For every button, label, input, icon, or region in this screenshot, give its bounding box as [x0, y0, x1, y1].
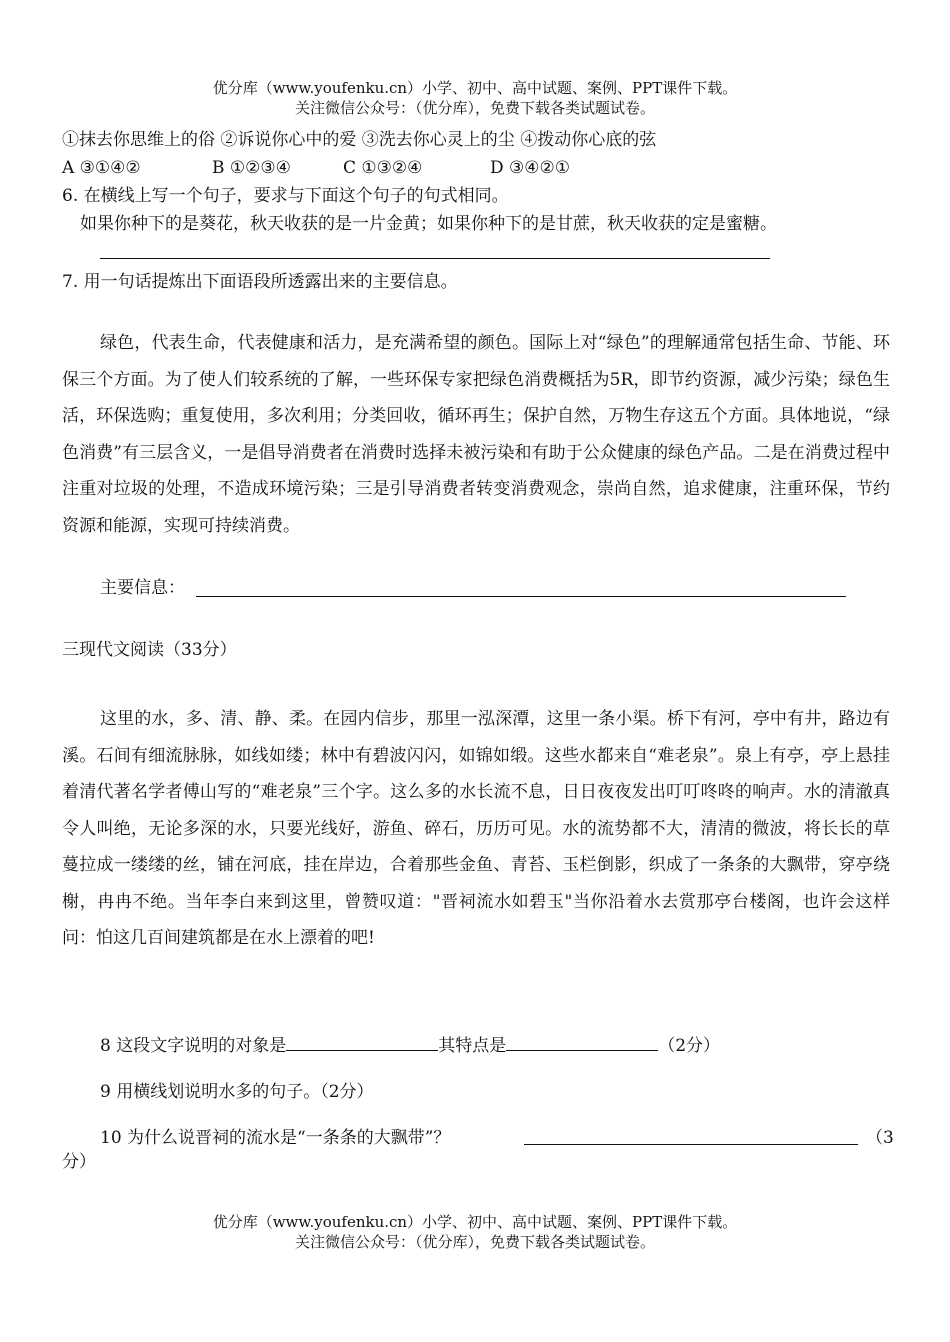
q10-points-start: （3	[866, 1128, 894, 1148]
q8-prompt: 8 这段文字说明的对象是	[100, 1036, 287, 1056]
q5-option-d: D ③④②①	[490, 158, 570, 178]
q8-feature-blank[interactable]	[506, 1034, 658, 1051]
q10-answer-line[interactable]	[524, 1144, 858, 1145]
q8-points: （2分）	[658, 1036, 721, 1056]
q10-points-end: 分）	[62, 1152, 96, 1172]
q10-line	[100, 1126, 450, 1150]
footer-line-2: 关注微信公众号：（优分库），免费下载各类试题试卷。	[294, 1233, 655, 1251]
section3-title: 三现代文阅读（33分）	[62, 640, 237, 660]
q7-question: 7. 用一句话提炼出下面语段所透露出来的主要信息。	[62, 272, 458, 292]
header-line-1: 优分库（www.youfenku.cn）小学、初中、高中试题、案例、PPT课件下载。	[212, 79, 738, 97]
q9-question: 9 用横线划说明水多的句子。（2分）	[100, 1082, 374, 1102]
q5-items: ①抹去你思维上的俗 ②诉说你心中的爱 ③洗去你心灵上的尘 ④拨动你心底的弦	[62, 130, 657, 150]
q5-option-b: B ①②③④	[212, 158, 291, 178]
header-line-2: 关注微信公众号：（优分库），免费下载各类试题试卷。	[294, 99, 655, 117]
q5-option-c: C ①③②④	[343, 158, 423, 178]
q6-answer-line[interactable]	[100, 258, 770, 259]
q10-prompt: 10 为什么说晋祠的流水是“一条条的大飘带”？	[100, 1128, 451, 1148]
q8-line	[100, 1034, 720, 1058]
q7-answer-line[interactable]	[196, 596, 846, 597]
q6-example: 如果你种下的是葵花，秋天收获的是一片金黄；如果你种下的是甘蔗，秋天收获的定是蜜糖。	[80, 214, 777, 234]
q8-object-blank[interactable]	[286, 1034, 438, 1051]
section3-passage: 这里的水，多、清、静、柔。在园内信步，那里一泓深潭，这里一条小渠。桥下有河，亭中有井，路边有溪。石间有细流脉脉，如线如缕；林中有碧波闪闪，如锦如缎。这些水都来自“难老泉”。泉上有亭，亭上悬挂着清代著名学者傅山写的“难老泉”三个字。这么多的水长流不息，日日夜夜发出叮叮咚咚的响声。水的清澈真令人叫绝，无论多深的水，只要光线好，游鱼、碎石，历历可见。水的流势都不大，清清的微波，将长长的草蔓拉成一缕缕的丝，铺在河底，挂在岸边，合着那些金鱼、青苔、玉栏倒影，织成了一条条的大飘带，穿亭绕榭，冉冉不绝。当年李白来到这里，曾赞叹道："晋祠流水如碧玉"当你沿着水去赏那亭台楼阁，也许会这样问：怕这几百间建筑都是在水上漂着的吧!	[62, 709, 890, 948]
q5-option-a: A ③①④②	[62, 158, 141, 178]
footer-line-1: 优分库（www.youfenku.cn）小学、初中、高中试题、案例、PPT课件下载。	[212, 1213, 738, 1231]
q7-passage: 绿色，代表生命，代表健康和活力，是充满希望的颜色。国际上对“绿色”的理解通常包括生命、节能、环保三个方面。为了使人们较系统的了解，一些环保专家把绿色消费概括为5R，即节约资源，减少污染；绿色生活，环保选购；重复使用，多次利用；分类回收，循环再生；保护自然，万物生存这五个方面。具体地说，“绿色消费”有三层含义，一是倡导消费者在消费时选择未被污染和有助于公众健康的绿色产品。二是在消费过程中注重对垃圾的处理，不造成环境污染；三是引导消费者转变消费观念，崇尚自然，追求健康，注重环保，节约资源和能源，实现可持续消费。	[62, 333, 890, 536]
q6-question: 6. 在横线上写一个句子，要求与下面这个句子的句式相同。	[62, 186, 509, 206]
q8-feature-label: 其特点是	[438, 1036, 507, 1056]
q7-answer-label: 主要信息：	[100, 578, 185, 598]
